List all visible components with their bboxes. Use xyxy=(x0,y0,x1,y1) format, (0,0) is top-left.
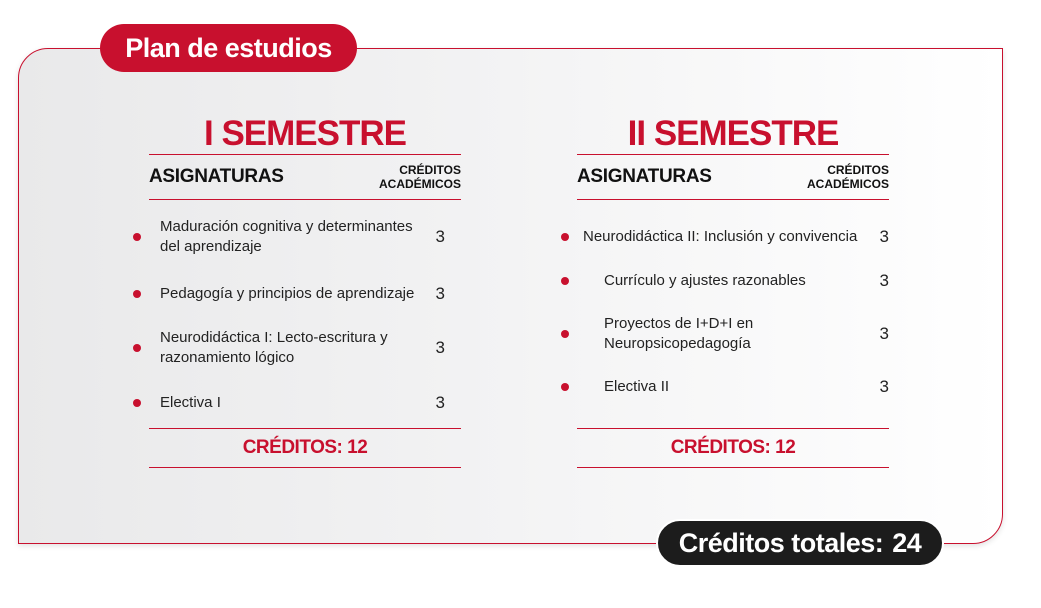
course-name: Electiva II xyxy=(604,378,670,395)
course-credits: 3 xyxy=(435,227,445,246)
list-item xyxy=(577,375,889,399)
table-header xyxy=(149,155,461,199)
plan-title-badge xyxy=(100,24,357,72)
list-item xyxy=(149,328,461,368)
semester-2-title: II SEMESTRE xyxy=(627,114,839,153)
list-item xyxy=(577,314,889,354)
semester-1-credits: CRÉDITOS: 12 xyxy=(242,437,368,458)
semester-2-panel xyxy=(577,114,889,468)
credits-heading xyxy=(807,163,889,191)
course-list xyxy=(149,200,461,428)
list-item xyxy=(577,225,889,249)
divider xyxy=(577,467,889,468)
credits-heading-line1: CRÉDITOS xyxy=(399,163,461,177)
course-credits: 3 xyxy=(435,284,445,303)
bullet-icon xyxy=(133,344,141,352)
bullet-icon xyxy=(561,383,569,391)
bullet-icon xyxy=(561,277,569,285)
course-credits: 3 xyxy=(879,377,889,396)
course-name: Electiva I xyxy=(160,394,221,411)
list-item xyxy=(577,269,889,293)
total-credits-badge xyxy=(656,519,944,567)
semester-2-credits: CRÉDITOS: 12 xyxy=(670,437,796,458)
total-credits-value: 24 xyxy=(892,527,922,558)
credits-heading xyxy=(379,163,461,191)
course-name: Maduración cognitiva y determinantes del aprendizaje xyxy=(160,218,413,255)
bullet-icon xyxy=(133,290,141,298)
course-name: Proyectos de I+D+I en Neuropsicopedagogía xyxy=(604,315,754,352)
semester-1-panel xyxy=(149,114,461,468)
course-name: Currículo y ajustes razonables xyxy=(604,272,806,289)
table-header xyxy=(577,155,889,199)
list-item xyxy=(149,217,461,257)
course-list xyxy=(577,200,889,428)
total-credits-label: Créditos totales: xyxy=(678,527,884,558)
subjects-heading: ASIGNATURAS xyxy=(577,166,712,187)
credits-heading-line2: ACADÉMICOS xyxy=(378,177,461,191)
plan-title: Plan de estudios xyxy=(125,32,332,63)
credits-heading-line1: CRÉDITOS xyxy=(827,163,889,177)
list-item xyxy=(149,391,461,415)
course-name: Pedagogía y principios de aprendizaje xyxy=(160,285,415,302)
divider xyxy=(149,467,461,468)
course-credits: 3 xyxy=(879,271,889,290)
course-name: Neurodidáctica II: Inclusión y convivencia xyxy=(583,228,858,245)
bullet-icon xyxy=(561,233,569,241)
bullet-icon xyxy=(561,330,569,338)
subjects-heading: ASIGNATURAS xyxy=(149,166,284,187)
credits-heading-line2: ACADÉMICOS xyxy=(806,177,889,191)
list-item xyxy=(149,282,461,306)
course-credits: 3 xyxy=(879,227,889,246)
bullet-icon xyxy=(133,233,141,241)
semester-1-title: I SEMESTRE xyxy=(204,114,406,153)
course-credits: 3 xyxy=(435,338,445,357)
bullet-icon xyxy=(133,399,141,407)
course-credits: 3 xyxy=(879,324,889,343)
course-name: Neurodidáctica I: Lecto-escritura y razonamiento lógico xyxy=(160,329,388,366)
course-credits: 3 xyxy=(435,393,445,412)
